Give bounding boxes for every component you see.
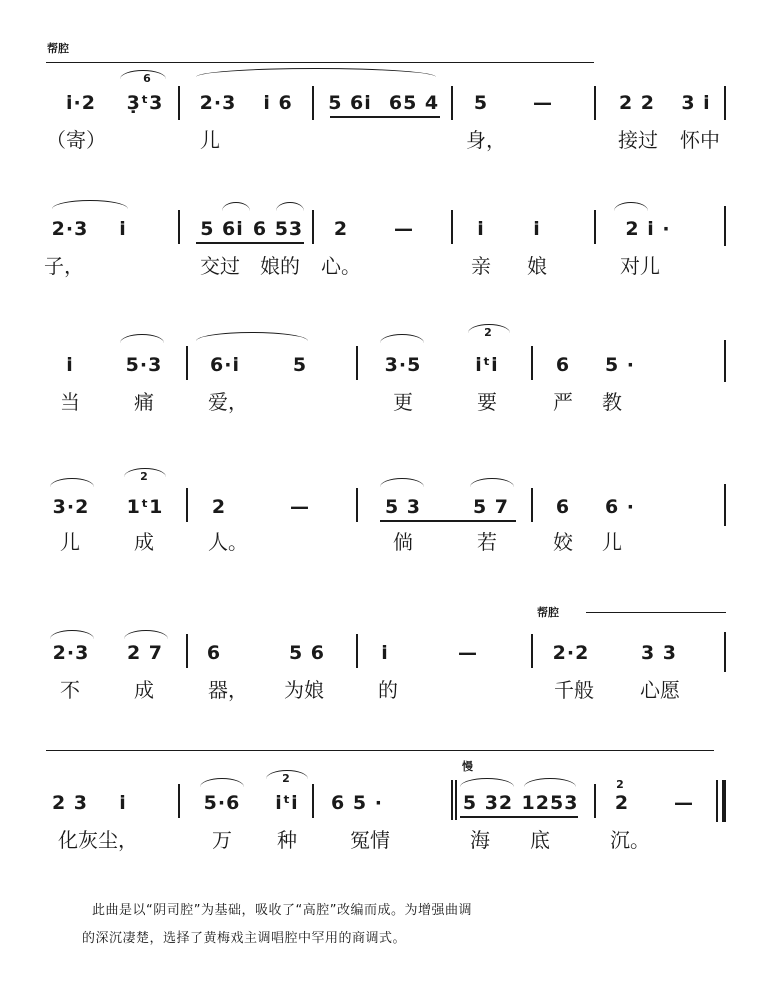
lyric: 人。 [208, 530, 248, 554]
lyric: 儿 [200, 128, 220, 152]
lyric: 心。 [321, 254, 361, 278]
bang-qiang-label-1: 帮腔 [47, 42, 69, 55]
note: 5 [473, 92, 489, 114]
note: iᵗi [275, 792, 299, 814]
bar-line [451, 780, 453, 820]
note: 1ᵗ1 [126, 496, 164, 518]
lyric: 教 [602, 390, 622, 414]
note: iᵗi [475, 354, 499, 376]
note: i [66, 354, 74, 376]
note: 6·i [210, 354, 240, 376]
lyric: 娘 [527, 254, 547, 278]
lyric: 心愿 [640, 678, 680, 702]
lyric: 子， [44, 254, 84, 278]
bar-line [724, 206, 726, 246]
grace-note: 2 [140, 470, 148, 483]
note: 2 [614, 792, 630, 814]
lyric: 严 [553, 390, 573, 414]
bang-qiang-line-2 [586, 612, 726, 613]
final-bar-line [722, 780, 726, 822]
footnote-line-2: 的深沉凄楚，选择了黄梅戏主调唱腔中罕用的商调式。 [82, 931, 407, 946]
note: 3̣ᵗ3 [126, 92, 164, 114]
bang-qiang-line-1 [46, 62, 594, 63]
slur [52, 200, 128, 209]
note: 2 2 [618, 92, 656, 114]
bar-line [356, 634, 358, 668]
note: i [119, 792, 127, 814]
note: — [533, 92, 553, 114]
note: i [533, 218, 541, 240]
bar-line [451, 210, 453, 244]
underline-beam [196, 242, 304, 244]
lyric: 娘的 [260, 254, 300, 278]
lyric: 姣 [553, 530, 573, 554]
lyric: 不 [60, 678, 80, 702]
grace-note: 2 [282, 772, 290, 785]
bar-line [178, 210, 180, 244]
lyric: 化灰尘， [58, 828, 138, 852]
note: 3 i [681, 92, 711, 114]
bang-qiang-label-2: 帮腔 [537, 606, 559, 619]
note: 3·5 [384, 354, 422, 376]
note: 2·3 [199, 92, 237, 114]
lyric: 底 [530, 828, 550, 852]
slur [276, 202, 304, 211]
bar-line [186, 488, 188, 522]
note: 6 · [604, 496, 636, 518]
underline-beam [330, 116, 440, 118]
note: — [458, 642, 478, 664]
lyric: 接过 [618, 128, 658, 152]
note: 3·2 [52, 496, 90, 518]
lyric: 儿 [60, 530, 80, 554]
lyric: 爱， [208, 390, 248, 414]
bar-line [724, 632, 726, 672]
footnote-line-1: 此曲是以“阴司腔”为基础，吸收了“高腔”改编而成。为增强曲调 [92, 903, 472, 918]
note: 5·3 [125, 354, 163, 376]
lyric: 海 [470, 828, 490, 852]
lyric: 成 [134, 530, 154, 554]
bar-line [178, 784, 180, 818]
note: 5 · [604, 354, 636, 376]
lyric: 对儿 [620, 254, 660, 278]
lyric: 儿 [602, 530, 622, 554]
slur [460, 778, 514, 787]
note: 6 [206, 642, 222, 664]
slur [50, 478, 94, 487]
bar-line [312, 784, 314, 818]
note: i [119, 218, 127, 240]
note: 5 32 [462, 792, 514, 814]
slur [380, 334, 424, 343]
lyric: （寄） [46, 128, 106, 152]
lyric: 若 [477, 530, 497, 554]
note: 5·6 [203, 792, 241, 814]
note: 2 i · [625, 218, 671, 240]
note: i 6 [263, 92, 293, 114]
slur [50, 630, 94, 639]
lyric: 倘 [393, 530, 413, 554]
grace-note: 6 [143, 72, 151, 85]
slur [200, 778, 244, 787]
note: — [290, 496, 310, 518]
bar-line [724, 340, 726, 382]
bar-line [186, 346, 188, 380]
slur [124, 630, 168, 639]
slur [614, 202, 648, 211]
lyric: 身， [466, 128, 506, 152]
note: 5 6 [288, 642, 326, 664]
lyric: 沉。 [610, 828, 650, 852]
slur [196, 332, 308, 341]
note: 6 53 [252, 218, 304, 240]
note: 2·2 [552, 642, 590, 664]
lyric: 冤情 [350, 828, 390, 852]
note: 2·3 [51, 218, 89, 240]
bar-line [178, 86, 180, 120]
bar-line [312, 210, 314, 244]
bar-line [356, 346, 358, 380]
lyric: 要 [477, 390, 497, 414]
bar-line [356, 488, 358, 522]
slur [120, 334, 164, 343]
lyric: 更 [393, 390, 413, 414]
lyric: 成 [134, 678, 154, 702]
lyric: 万 [212, 828, 232, 852]
bar-line [531, 634, 533, 668]
note: 3 3 [640, 642, 678, 664]
grace-note: 2 [484, 326, 492, 339]
bar-line [594, 210, 596, 244]
bar-line [724, 86, 726, 120]
lyric: 的 [378, 678, 398, 702]
note: i [477, 218, 485, 240]
bar-line [451, 86, 453, 120]
grace-note: 2 [616, 778, 624, 791]
note: 2 7 [126, 642, 164, 664]
lyric: 交过 [200, 254, 240, 278]
underline-beam [460, 816, 578, 818]
note: 65 4 [388, 92, 440, 114]
note: 6 [555, 354, 571, 376]
note: 2·3 [52, 642, 90, 664]
note: 5 6i [328, 92, 372, 114]
note: 2 [211, 496, 227, 518]
note: 5 6i [200, 218, 244, 240]
lyric: 器， [208, 678, 248, 702]
note: 5 [292, 354, 308, 376]
bang-qiang-line-3 [46, 750, 714, 751]
note: 6 [555, 496, 571, 518]
lyric: 当 [60, 390, 80, 414]
slur [524, 778, 576, 787]
lyric: 种 [277, 828, 297, 852]
bar-line [594, 86, 596, 120]
slur [380, 478, 424, 487]
bar-line [455, 780, 457, 820]
note: 2 3 [51, 792, 89, 814]
note: 5 7 [472, 496, 510, 518]
bar-line [186, 634, 188, 668]
note: i·2 [66, 92, 96, 114]
bar-line [531, 346, 533, 380]
note: 2 [333, 218, 349, 240]
lyric: 怀中 [680, 128, 720, 152]
slur [470, 478, 514, 487]
bar-line [724, 484, 726, 526]
bar-line [312, 86, 314, 120]
note: 1253 [521, 792, 579, 814]
note: i [381, 642, 389, 664]
note: — [674, 792, 694, 814]
lyric: 痛 [134, 390, 154, 414]
underline-beam [380, 520, 516, 522]
bar-line [594, 784, 596, 818]
bar-line [531, 488, 533, 522]
note: — [394, 218, 414, 240]
note: 6 5 · [331, 792, 383, 814]
slur [222, 202, 250, 211]
lyric: 为娘 [284, 678, 324, 702]
lyric: 千般 [554, 678, 594, 702]
lyric: 亲 [471, 254, 491, 278]
bar-line [716, 780, 718, 822]
man-tempo-label: 慢 [462, 760, 473, 773]
slur [196, 68, 436, 77]
note: 5 3 [384, 496, 422, 518]
